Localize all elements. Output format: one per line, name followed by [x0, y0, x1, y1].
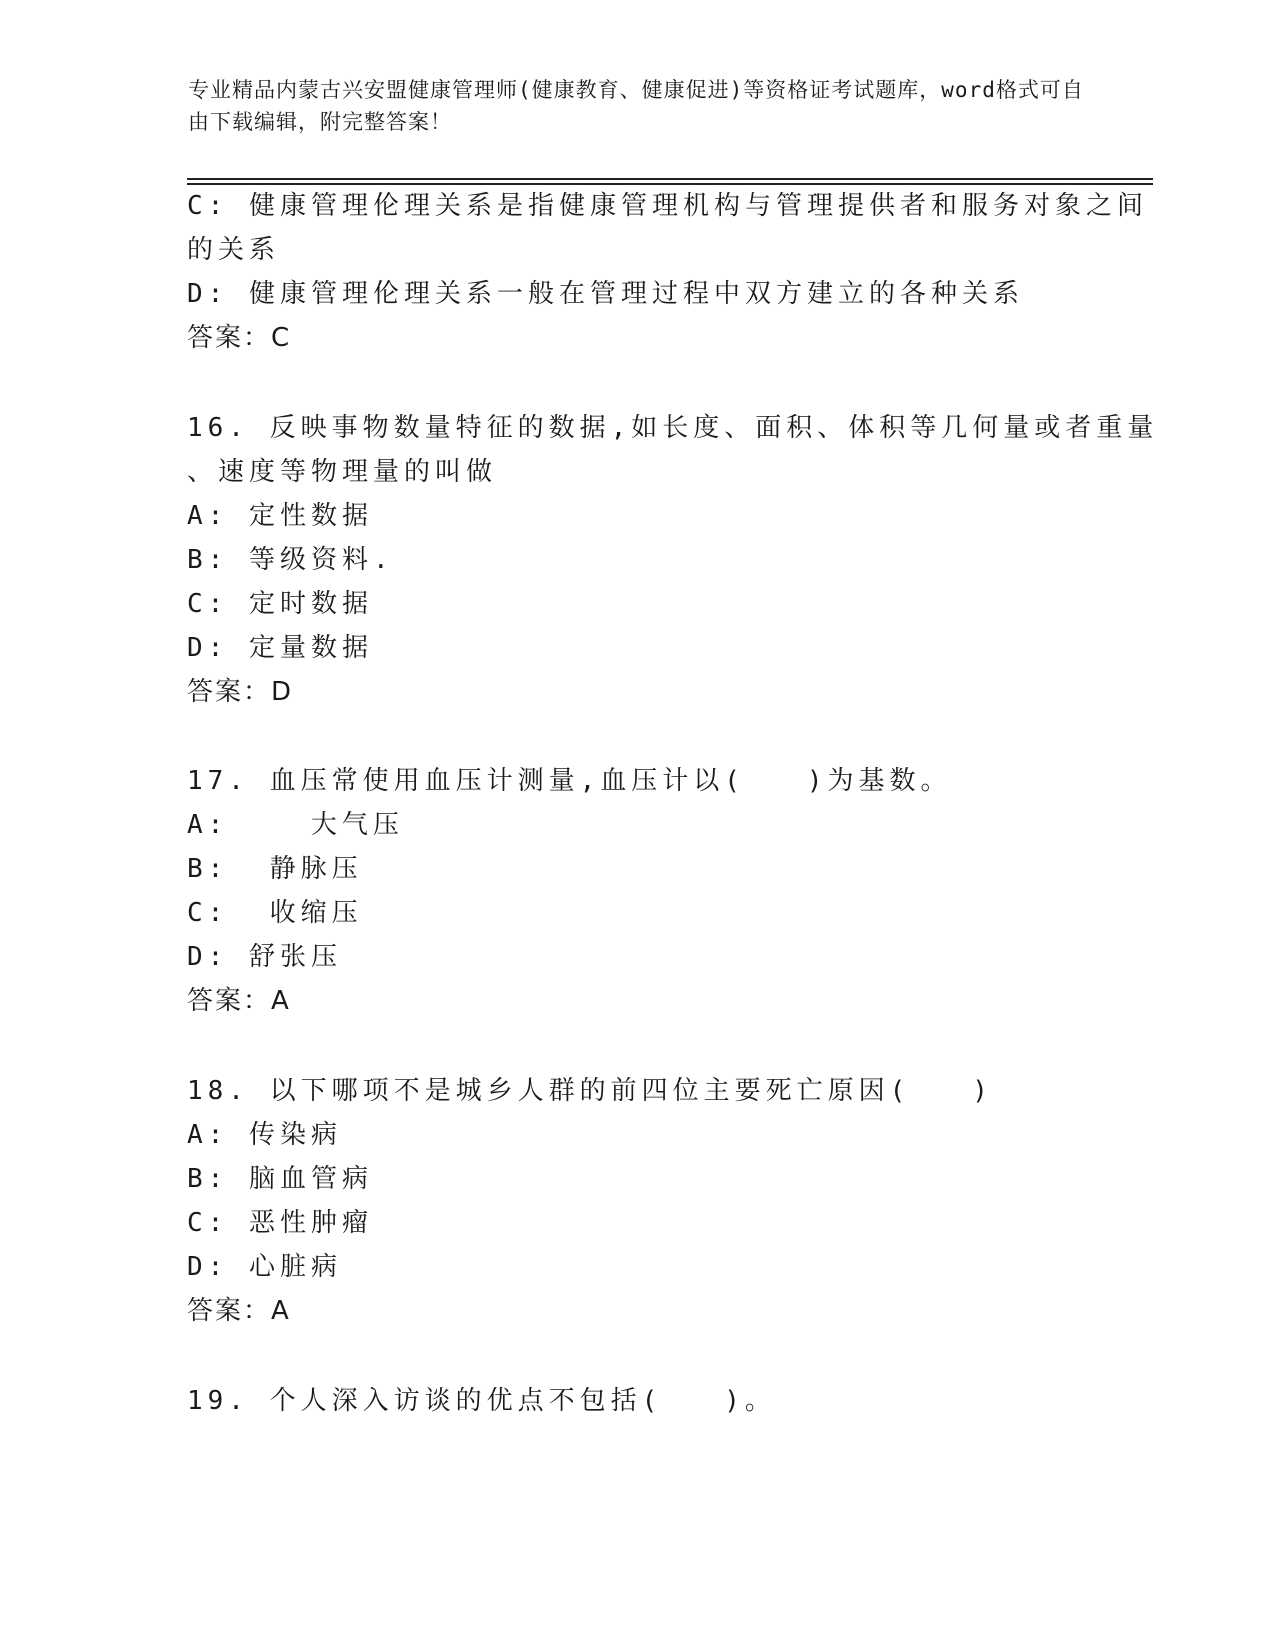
question-16-option-c: C: 定时数据 — [187, 589, 373, 619]
answer-18: 答案：A — [187, 1296, 291, 1326]
question-16-option-b: B: 等级资料. — [187, 545, 394, 575]
question-19: 19. 个人深入访谈的优点不包括( )。 — [187, 1386, 776, 1416]
document-header: 专业精品内蒙古兴安盟健康管理师(健康教育、健康促进)等资格证考试题库，word格式可自由下载编辑，附完整答案！ — [188, 78, 1084, 134]
question-18: 18. 以下哪项不是城乡人群的前四位主要死亡原因( ) — [187, 1076, 993, 1106]
question-16-line-1: 16. 反映事物数量特征的数据,如长度、面积、体积等几何量或者重量 — [187, 413, 1159, 443]
question-16-line-2: 、速度等物理量的叫做 — [187, 457, 498, 487]
answer-16: 答案：D — [187, 677, 294, 707]
option-d: D: 健康管理伦理关系一般在管理过程中双方建立的各种关系 — [187, 279, 1024, 309]
question-16-option-d: D: 定量数据 — [187, 633, 373, 663]
question-18-option-b: B: 脑血管病 — [187, 1164, 373, 1194]
question-18-option-d: D: 心脏病 — [187, 1252, 342, 1282]
question-18-option-c: C: 恶性肿瘤 — [187, 1208, 373, 1238]
question-17-option-b: B: 静脉压 — [187, 854, 363, 884]
question-18-option-a: A: 传染病 — [187, 1120, 342, 1150]
question-17: 17. 血压常使用血压计测量,血压计以( )为基数。 — [187, 766, 952, 796]
question-17-option-c: C: 收缩压 — [187, 898, 363, 928]
question-16-option-a: A: 定性数据 — [187, 501, 373, 531]
answer-15: 答案：C — [187, 323, 292, 353]
header-rule-top — [187, 178, 1153, 180]
option-c-line-2: 的关系 — [187, 235, 281, 265]
question-17-option-d: D: 舒张压 — [187, 942, 342, 972]
header-rule-bottom — [187, 183, 1153, 185]
option-c-line-1: C: 健康管理伦理关系是指健康管理机构与管理提供者和服务对象之间 — [187, 191, 1148, 221]
answer-17: 答案：A — [187, 986, 291, 1016]
question-17-option-a: A: 大气压 — [187, 810, 404, 840]
